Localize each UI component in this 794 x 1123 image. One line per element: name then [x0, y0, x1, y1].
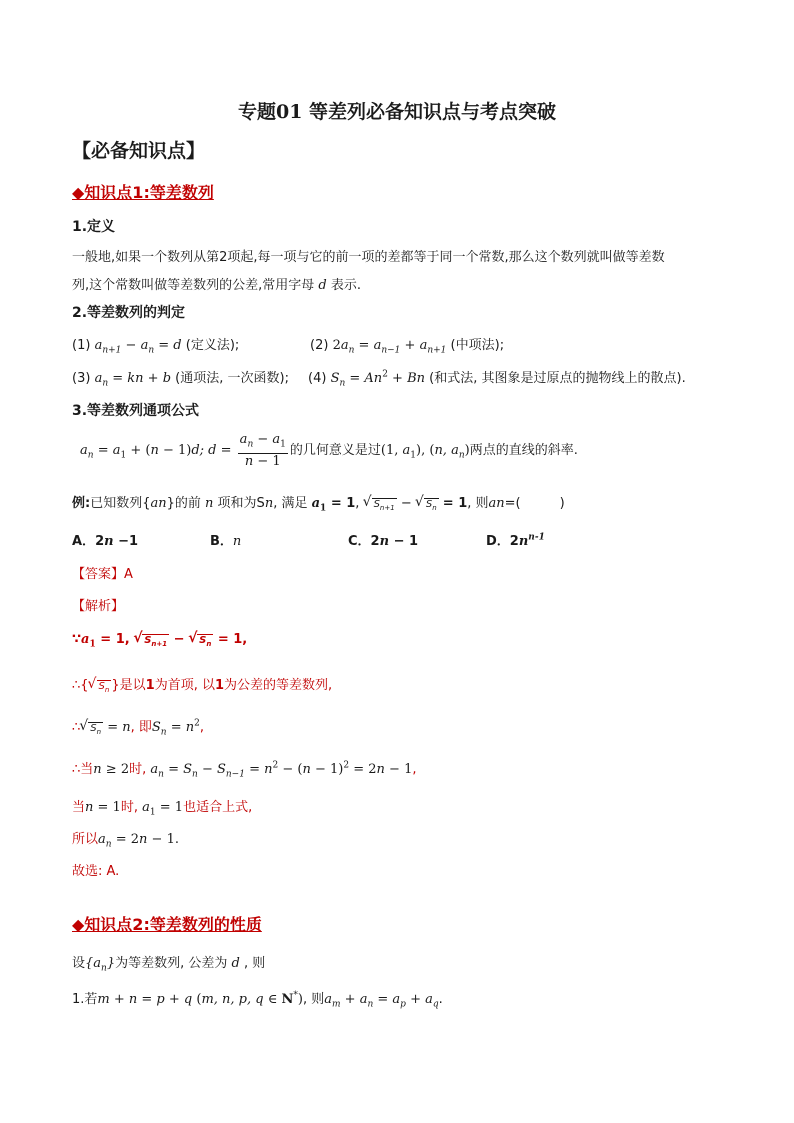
option-c: C．2n − 1 — [348, 534, 419, 549]
property-1: 1.若m + n = p + q (m, n, p, q ∈ N*), 则$a_m + a_n = a_p + a_q$. — [72, 990, 443, 1010]
definition-line-1: 一般地,如果一个数列从第2项起,每一项与它的前一项的差都等于同一个常数,那么这个数列就叫做等差数 — [72, 250, 665, 265]
solution-conclusion: 故选: A. — [72, 864, 120, 879]
criterion-1: (1) $a_{n+1} - a_n = d$ (定义法); — [72, 338, 240, 356]
option-d: D．$2n^{n-1}$ — [486, 532, 545, 549]
definition-heading: 1.定义 — [72, 219, 116, 235]
solution-step-4: ∴当n ≥ 2时, $a_n = S_n - S_{n-1} = n^2 - (n - 1)^2 = 2n - 1$, — [72, 760, 417, 780]
answer-label: 【答案】A — [72, 567, 133, 582]
option-a: A．2n −1 — [72, 534, 139, 549]
solution-step-3: ∴√ $S_n = n$, 即$S_n = n^2$, — [72, 716, 204, 738]
kp1-heading: ◆知识点1:等差数列 — [72, 183, 214, 202]
example-question: 例:已知数列{an}的前 n 项和为Sn, 满足 $a_1 = 1$, √ $S_{n+1}$ − √ $S_n = 1$, 则an=( ) — [72, 492, 565, 514]
analysis-label: 【解析】 — [72, 599, 125, 614]
general-term-formula: $a_n = a_1 + (n - 1)d$; d = $\frac{a_n - a_1}{n - 1}$ 的几何意义是过(1, $a_1$), (n, $a_n$)两点的直线的斜率. — [80, 432, 578, 469]
solution-step-5: 当n = 1时, $a_1 = 1$也适合上式, — [72, 800, 253, 818]
general-term-heading: 3.等差数列通项公式 — [72, 403, 200, 419]
section-heading: 【必备知识点】 — [72, 140, 206, 162]
option-b: B．n — [210, 534, 242, 549]
solution-step-2: ∴{√ $S_n$ }是以1为首项, 以1为公差的等差数列, — [72, 674, 332, 696]
solution-step-6: 所以$a_n = 2n - 1$. — [72, 832, 179, 850]
kp2-intro: 设$\{a_n\}$为等差数列, 公差为 d , 则 — [72, 956, 266, 974]
page-title: 专题01 等差列必备知识点与考点突破 — [237, 101, 557, 123]
criterion-4: (4) $S_n = An^2 + Bn$ (和式法, 其图象是过原点的抛物线上的散点). — [308, 369, 686, 389]
solution-step-1: $\because a_1 = 1$, √ $S_{n+1}$ − √ $S_n = 1$, — [72, 632, 247, 650]
criterion-3: (3) $a_n$ = kn + b (通项法, 一次函数); — [72, 371, 289, 389]
criterion-2: (2) $2a_n = a_{n-1} + a_{n+1}$ (中项法); — [310, 338, 505, 356]
definition-line-2: 列,这个常数叫做等差数列的公差,常用字母 d 表示. — [72, 278, 361, 293]
judgement-heading: 2.等差数列的判定 — [72, 305, 186, 321]
kp2-heading: ◆知识点2:等差数列的性质 — [72, 915, 262, 934]
